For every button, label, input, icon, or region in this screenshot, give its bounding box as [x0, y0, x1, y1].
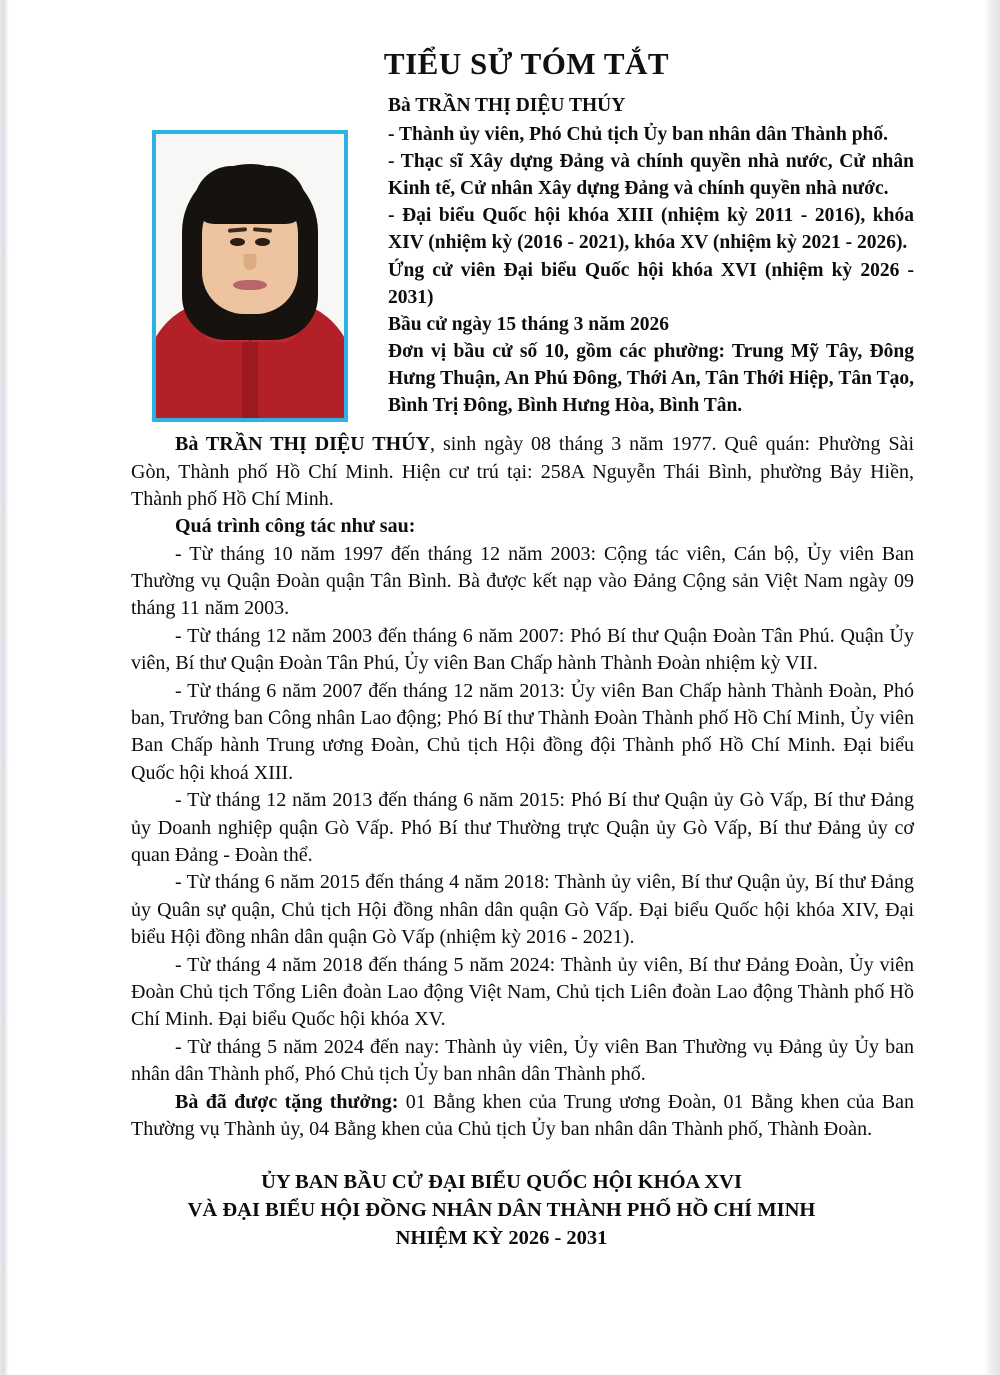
- page-title: TIỂU SỬ TÓM TẮT: [383, 46, 670, 81]
- career-item: - Từ tháng 10 năm 1997 đến tháng 12 năm 2003: Cộng tác viên, Cán bộ, Ủy viên Ban Thường vụ Quận Đoàn quận Tân Bình. Bà được kết nạp vào Đảng Cộng sản Việt Nam ngày 09 tháng 11 năm 2003.: [131, 542, 914, 620]
- career-item: - Từ tháng 5 năm 2024 đến nay: Thành ủy viên, Ủy viên Ban Thường vụ Đảng ủy Ủy ban nhân dân Thành phố, Phó Chủ tịch Ủy ban nhân dân Thành phố.: [131, 1035, 914, 1086]
- career-item: - Từ tháng 12 năm 2013 đến tháng 6 năm 2015: Phó Bí thư Quận ủy Gò Vấp, Bí thư Đảng ủy Doanh nghiệp quận Gò Vấp. Phó Bí thư Thường trực Quận ủy Gò Vấp, Bí thư Đảng ủy cơ quan Đảng - Đoàn thể.: [131, 789, 914, 866]
- career-item: - Từ tháng 12 năm 2003 đến tháng 6 năm 2007: Phó Bí thư Quận Đoàn Tân Phú. Quận Ủy viên, Bí thư Quận Đoàn Tân Phú, Ủy viên Ban Chấp hành Thành Đoàn nhiệm kỳ VII.: [131, 624, 914, 675]
- issuing-authority-footer: [9, 1169, 984, 1253]
- portrait-eye-left: [230, 238, 245, 246]
- header-line-education: - Thạc sĩ Xây dựng Đảng và chính quyền nhà nước, Cử nhân Kinh tế, Cử nhân Xây dựng Đảng và chính quyền nhà nước.: [388, 151, 914, 200]
- portrait-nose: [244, 254, 257, 270]
- career-item: - Từ tháng 6 năm 2015 đến tháng 4 năm 2018: Thành ủy viên, Bí thư Quận ủy, Bí thư Đảng ủy Quân sự quận, Chủ tịch Hội đồng nhân dân quận Gò Vấp. Đại biểu Quốc hội khóa XIV, Đại biểu Hội đồng nhân dân quận Gò Vấp (nhiệm kỳ 2016 - 2021).: [131, 871, 914, 949]
- header-line-election-date: Bầu cử ngày 15 tháng 3 năm 2026: [388, 313, 669, 335]
- header-line-terms: - Đại biểu Quốc hội khóa XIII (nhiệm kỳ 2011 - 2016), khóa XIV (nhiệm kỳ (2016 - 2021), khóa XV (nhiệm kỳ 2021 - 2026).: [388, 205, 914, 254]
- document-page: [9, 0, 984, 1375]
- page-edge-left: [0, 0, 9, 1375]
- career-item: - Từ tháng 6 năm 2007 đến tháng 12 năm 2013: Ủy viên Ban Chấp hành Thành Đoàn, Phó ban, Trưởng ban Công nhân Lao động; Phó Bí thư Thành Đoàn Thành phố Hồ Chí Minh, Ủy viên Ban Chấp hành Trung ương Đoàn, Chủ tịch Hội đồng đội Thành phố Hồ Chí Minh. Đại biểu Quốc hội khoá XIII.: [131, 679, 914, 784]
- page-edge-right: [984, 0, 1000, 1375]
- header-line-position: - Thành ủy viên, Phó Chủ tịch Ủy ban nhân dân Thành phố.: [388, 124, 889, 146]
- career-heading: Quá trình công tác như sau:: [175, 515, 416, 538]
- candidate-portrait-photo: [152, 130, 348, 422]
- footer-line-1: ỦY BAN BẦU CỬ ĐẠI BIỂU QUỐC HỘI KHÓA XVI: [261, 1171, 742, 1194]
- footer-line-3: NHIỆM KỲ 2026 - 2031: [395, 1227, 608, 1250]
- header-line-constituency: Đơn vị bầu cử số 10, gồm các phường: Trung Mỹ Tây, Đông Hưng Thuận, An Phú Đông, Thới An, Tân Thới Hiệp, Tân Tạo, Bình Trị Đông, Bình Hưng Hòa, Bình Tân.: [388, 340, 914, 417]
- header-line-candidacy: Ứng cử viên Đại biểu Quốc hội khóa XVI (nhiệm kỳ 2026 - 2031): [388, 259, 914, 308]
- bio-intro-rest: , sinh ngày 08 tháng 3 năm 1977. Quê quán: Phường Sài Gòn, Thành phố Hồ Chí Minh. Hiện cư trú tại: 258A Nguyễn Thái Bình, phường Bảy Hiền, Thành phố Hồ Chí Minh.: [131, 433, 914, 510]
- awards-label: Bà đã được tặng thưởng:: [175, 1090, 399, 1113]
- footer-line-2: VÀ ĐẠI BIỂU HỘI ĐỒNG NHÂN DÂN THÀNH PHỐ HỒ CHÍ MINH: [187, 1199, 816, 1222]
- portrait-image: [156, 134, 344, 418]
- header-block: [9, 92, 984, 419]
- portrait-eye-right: [255, 238, 270, 246]
- header-summary-text: [388, 92, 914, 419]
- career-item: - Từ tháng 4 năm 2018 đến tháng 5 năm 2024: Thành ủy viên, Bí thư Đảng Đoàn, Ủy viên Đoàn Chủ tịch Tổng Liên đoàn Lao động Việt Nam, Chủ tịch Liên đoàn Lao động Thành phố Hồ Chí Minh. Đại biểu Quốc hội khóa XV.: [131, 953, 914, 1031]
- candidate-name-heading: Bà TRẦN THỊ DIỆU THÚY: [388, 95, 626, 116]
- bio-intro-name: Bà TRẦN THỊ DIỆU THÚY: [175, 433, 431, 456]
- awards-text: 01 Bằng khen của Trung ương Đoàn, 01 Bằng khen của Ban Thường vụ Thành ủy, 04 Bằng khen của Chủ tịch Ủy ban nhân dân Thành phố, Thành Đoàn.: [131, 1090, 914, 1140]
- portrait-mouth: [233, 280, 267, 290]
- biography-body: [9, 419, 984, 1143]
- awards-paragraph: [131, 1089, 914, 1144]
- bio-intro-paragraph: [131, 431, 914, 513]
